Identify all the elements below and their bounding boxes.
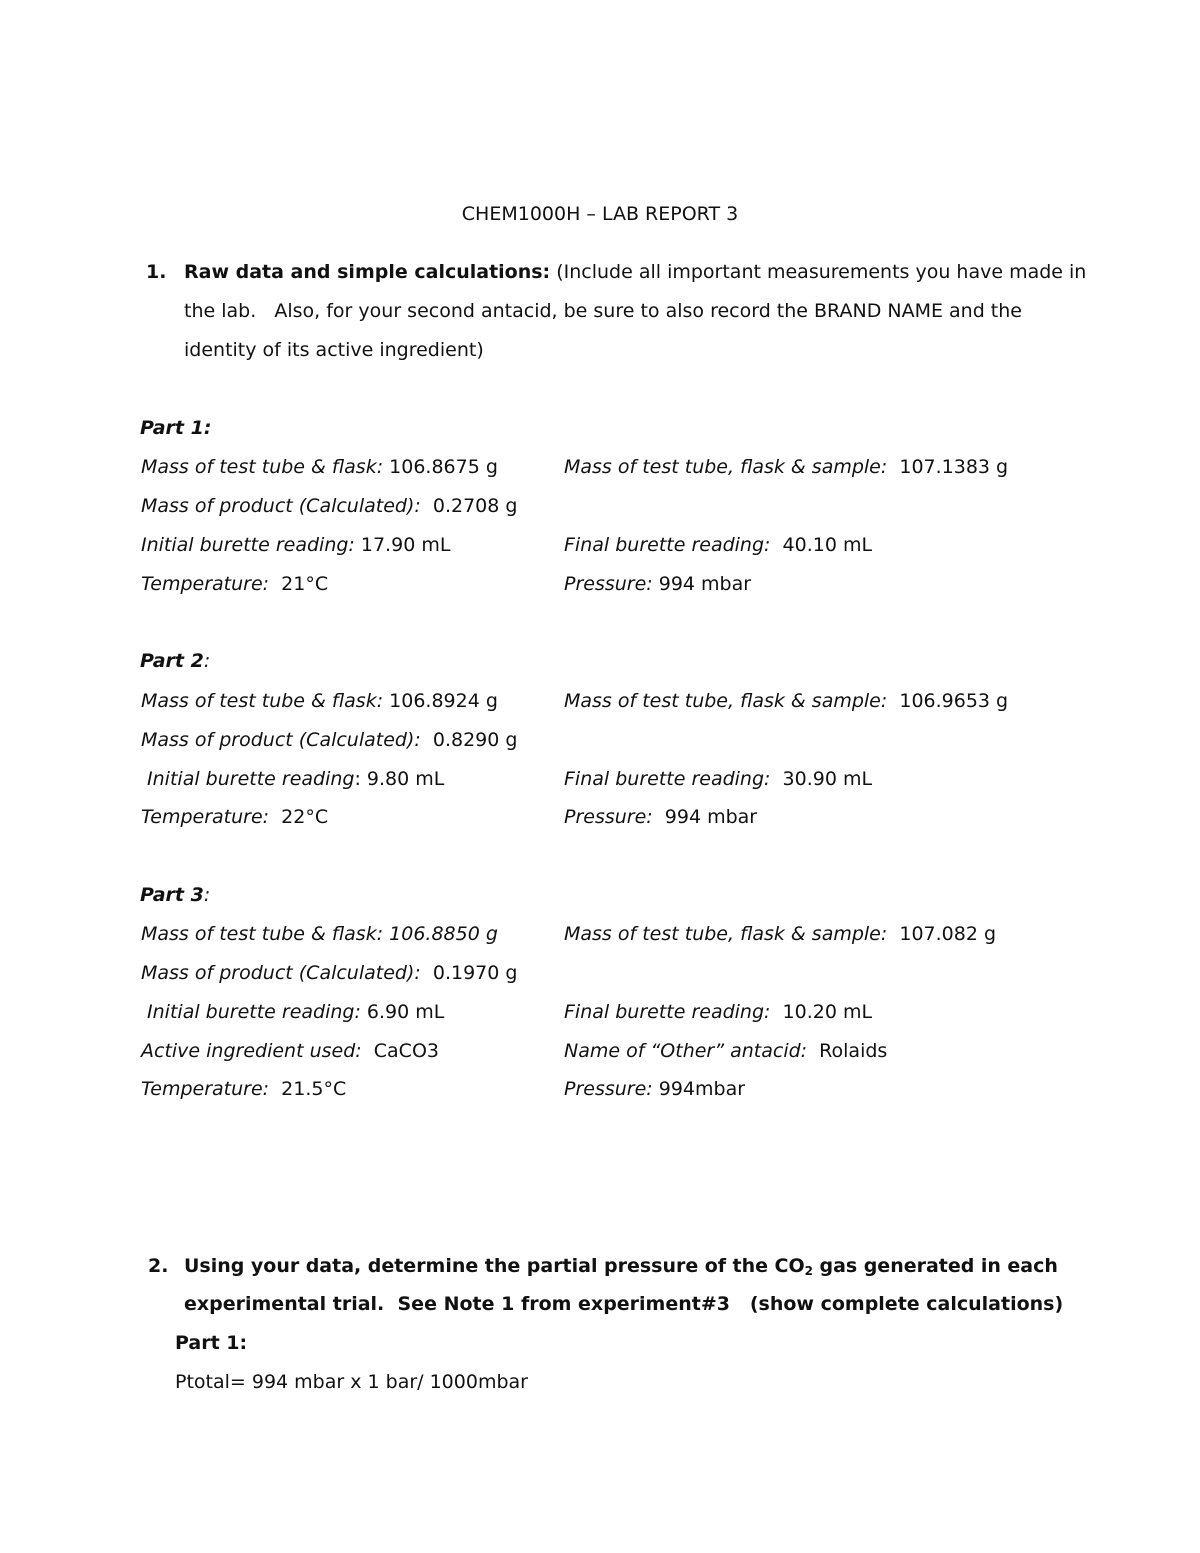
- field-value: 40.10 mL: [770, 534, 873, 556]
- question-1-heading: Raw data and simple calculations:: [184, 261, 551, 283]
- field-label: Final burette reading:: [564, 768, 771, 790]
- field-label: Mass of test tube, flask & sample:: [564, 690, 888, 712]
- question-2-number: 2.: [148, 1255, 169, 1277]
- part-1-initial-burette: [141, 536, 450, 555]
- part-3-heading-colon: :: [203, 884, 211, 906]
- field-value: 107.082 g: [887, 923, 997, 945]
- part-3-heading: [140, 886, 210, 905]
- field-label: Pressure:: [564, 573, 653, 595]
- q2-word: of: [704, 1255, 727, 1277]
- q2-word: data,: [305, 1255, 362, 1277]
- question-1-number: 1.: [146, 261, 167, 283]
- field-value: 106.8675 g: [383, 456, 498, 478]
- field-value: 21.5°C: [269, 1078, 347, 1100]
- question-1-instructions: (Include all important measurements you have made in: [556, 261, 1087, 283]
- co2-subscript: 2: [804, 1264, 813, 1278]
- q2-word: pressure: [603, 1255, 699, 1277]
- part-3-mass-tube-flask: Mass of test tube & flask: 106.8850 g: [141, 923, 498, 945]
- field-label: Mass of product (Calculated):: [141, 729, 421, 751]
- field-value: 107.1383 g: [887, 456, 1009, 478]
- q2-word: the: [484, 1255, 521, 1277]
- part-3-heading-text: Part 3: [140, 884, 204, 906]
- part-2-temperature: [141, 808, 328, 827]
- q2-word: determine: [367, 1255, 479, 1277]
- field-label: Pressure:: [564, 806, 653, 828]
- field-value: CaCO3: [361, 1040, 439, 1062]
- part-2-heading: [140, 652, 210, 671]
- field-label: Initial burette reading:: [141, 534, 355, 556]
- field-value: 21°C: [269, 573, 329, 595]
- question-1-line-2: the lab. Also, for your second antacid, be sure to also record the BRAND NAME and the: [184, 300, 1022, 322]
- field-value: Rolaids: [807, 1040, 888, 1062]
- field-label: Mass of test tube, flask & sample:: [564, 923, 888, 945]
- part-1-mass-product: [141, 497, 517, 516]
- part-1-mass-tube-flask: [141, 458, 498, 477]
- part-1-heading: Part 1:: [140, 417, 212, 439]
- part-3-initial-burette: [141, 1003, 444, 1022]
- field-label: Temperature:: [141, 573, 270, 595]
- q2-word: each: [1007, 1255, 1058, 1277]
- field-value: 10.20 mL: [770, 1001, 873, 1023]
- part-2-heading-colon: :: [203, 650, 211, 672]
- field-value: 17.90 mL: [354, 534, 451, 556]
- q2-word: the: [732, 1255, 769, 1277]
- part-1-final-burette: [564, 536, 872, 555]
- field-label: Active ingredient used:: [141, 1040, 362, 1062]
- q2-ptotal-calculation: Ptotal= 994 mbar x 1 bar/ 1000mbar: [175, 1371, 528, 1393]
- field-value: 6.90 mL: [360, 1001, 445, 1023]
- question-1-line-3: identity of its active ingredient): [184, 339, 484, 361]
- field-label: Initial burette reading:: [141, 1001, 361, 1023]
- part-3-mass-tube-flask-sample: [564, 925, 996, 944]
- field-label: Mass of test tube, flask & sample:: [564, 456, 888, 478]
- part-1-temperature: [141, 575, 328, 594]
- field-value: 22°C: [269, 806, 329, 828]
- part-3-active-ingredient: [141, 1042, 439, 1061]
- q2-word: generated: [863, 1255, 975, 1277]
- part-1-mass-tube-flask-sample: [564, 458, 1008, 477]
- page-title: CHEM1000H – LAB REPORT 3: [461, 203, 739, 225]
- field-label: Pressure:: [564, 1078, 653, 1100]
- field-value: 0.2708 g: [420, 495, 518, 517]
- co2-formula: [775, 1257, 813, 1277]
- q2-word: gas: [819, 1255, 858, 1277]
- field-value: 994 mbar: [652, 806, 758, 828]
- field-label: Mass of product (Calculated):: [141, 495, 421, 517]
- part-2-mass-product: [141, 731, 517, 750]
- field-label: Final burette reading:: [564, 1001, 771, 1023]
- part-3-final-burette: [564, 1003, 872, 1022]
- question-2-line-2: experimental trial. See Note 1 from experiment#3 (show complete calculations): [184, 1293, 1064, 1315]
- question-2-line-1: [184, 1257, 1058, 1277]
- field-label: Temperature:: [141, 1078, 270, 1100]
- part-2-mass-tube-flask: [141, 692, 498, 711]
- field-value: 106.8924 g: [383, 690, 498, 712]
- q2-word: your: [250, 1255, 300, 1277]
- part-3-other-antacid: [564, 1042, 887, 1061]
- field-label: Name of “Other” antacid:: [564, 1040, 808, 1062]
- co2-text: CO: [774, 1255, 805, 1277]
- field-label: Mass of test tube & flask:: [141, 690, 384, 712]
- field-value: 30.90 mL: [770, 768, 873, 790]
- question-1-line-1: [184, 263, 1086, 282]
- part-2-heading-text: Part 2: [140, 650, 204, 672]
- field-value: 994 mbar: [652, 573, 752, 595]
- part-2-final-burette: [564, 770, 872, 789]
- part-1-pressure: [564, 575, 751, 594]
- part-3-mass-product: [141, 964, 517, 983]
- field-label: Mass of test tube & flask:: [141, 456, 384, 478]
- part-2-pressure: [564, 808, 757, 827]
- field-label: Temperature:: [141, 806, 270, 828]
- q2-word: partial: [526, 1255, 598, 1277]
- part-2-mass-tube-flask-sample: [564, 692, 1008, 711]
- field-label: Final burette reading:: [564, 534, 771, 556]
- q2-word: Using: [184, 1255, 245, 1277]
- field-value: 994mbar: [652, 1078, 746, 1100]
- field-label: Initial burette reading: [141, 768, 355, 790]
- field-value: 106.9653 g: [887, 690, 1009, 712]
- q2-part-1-heading: Part 1:: [175, 1332, 248, 1354]
- field-value: 0.1970 g: [420, 962, 518, 984]
- part-2-initial-burette: [141, 770, 444, 789]
- field-label: Mass of product (Calculated):: [141, 962, 421, 984]
- part-3-temperature: [141, 1080, 346, 1099]
- q2-word: in: [980, 1255, 1001, 1277]
- field-value: 0.8290 g: [420, 729, 518, 751]
- part-3-pressure: [564, 1080, 745, 1099]
- field-value: : 9.80 mL: [354, 768, 445, 790]
